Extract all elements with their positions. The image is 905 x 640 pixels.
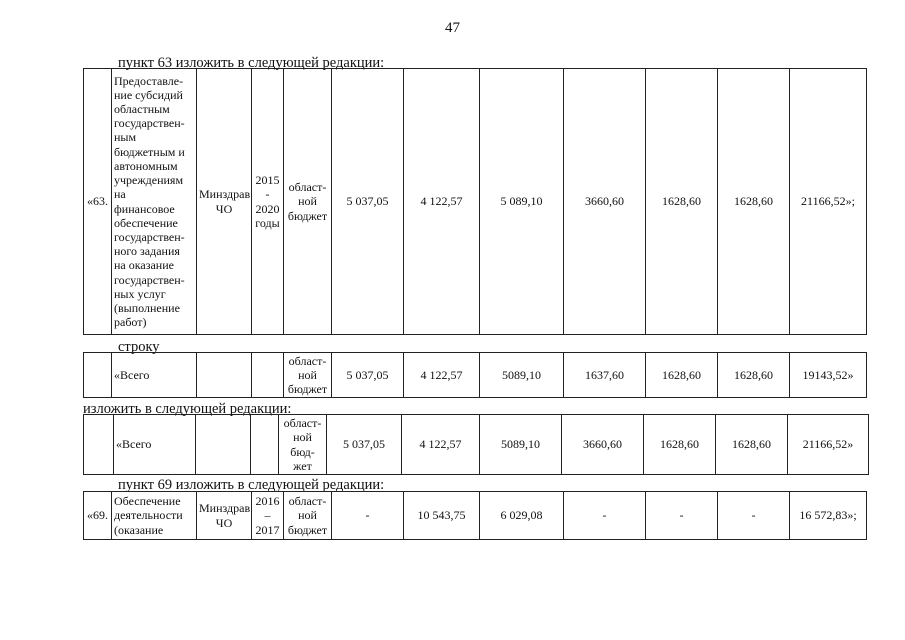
funding-source-cell: област- ной бюд- жет: [279, 415, 327, 475]
value-cell: 1628,60: [718, 69, 790, 335]
total-label: «Всего: [112, 353, 197, 398]
value-cell: 5 037,05: [332, 353, 404, 398]
funding-source-cell: област- ной бюджет: [284, 492, 332, 540]
total-value-cell: 16 572,83»;: [790, 492, 867, 540]
years-cell: 2015 - 2020 годы: [252, 69, 284, 335]
item-description: Предоставле- ние субсидий областным государствен- ным бюджетным и автономным учреждениям на финансовое обеспечение государствен- ного задания на оказание государствен- ных услуг (выполнение работ): [112, 69, 197, 335]
item-number: «69.: [84, 492, 112, 540]
heading-item-63: пункт 63 изложить в следующей редакции:: [118, 55, 385, 71]
executor-cell: Минздрав ЧО: [197, 69, 252, 335]
value-cell: 10 543,75: [404, 492, 480, 540]
heading-item-69: пункт 69 изложить в следующей редакции:: [118, 477, 385, 493]
value-cell: 1628,60: [646, 69, 718, 335]
value-cell: 3660,60: [562, 415, 644, 475]
table-item-63: [83, 68, 867, 335]
value-cell: 1637,60: [564, 353, 646, 398]
years-cell: 2016 – 2017: [252, 492, 284, 540]
value-cell: 4 122,57: [404, 353, 480, 398]
value-cell: -: [564, 492, 646, 540]
value-cell: -: [718, 492, 790, 540]
value-cell: 1628,60: [718, 353, 790, 398]
heading-line: строку: [118, 339, 160, 355]
value-cell: -: [332, 492, 404, 540]
table-total-new: [83, 414, 869, 475]
funding-source-cell: област- ной бюджет: [284, 69, 332, 335]
value-cell: 5 089,10: [480, 69, 564, 335]
executor-cell: Минздрав ЧО: [197, 492, 252, 540]
value-cell: 1628,60: [644, 415, 716, 475]
item-number: «63.: [84, 69, 112, 335]
value-cell: 5089,10: [480, 415, 562, 475]
value-cell: 5089,10: [480, 353, 564, 398]
value-cell: 3660,60: [564, 69, 646, 335]
value-cell: 4 122,57: [402, 415, 480, 475]
table-row: [84, 69, 867, 335]
value-cell: 4 122,57: [404, 69, 480, 335]
value-cell: 1628,60: [716, 415, 788, 475]
total-label: «Всего: [114, 415, 196, 475]
table-row: [84, 492, 867, 540]
item-description: Обеспечение деятельности (оказание: [112, 492, 197, 540]
page-number: 47: [445, 20, 460, 36]
value-cell: 5 037,05: [327, 415, 402, 475]
heading-new-wording: изложить в следующей редакции:: [83, 401, 292, 417]
table-total-old: [83, 352, 867, 398]
value-cell: 1628,60: [646, 353, 718, 398]
total-value-cell: 21166,52»;: [790, 69, 867, 335]
table-row: [84, 415, 869, 475]
value-cell: 5 037,05: [332, 69, 404, 335]
funding-source-cell: област- ной бюджет: [284, 353, 332, 398]
table-item-69: [83, 491, 867, 540]
table-row: [84, 353, 867, 398]
total-value-cell: 19143,52»: [790, 353, 867, 398]
total-value-cell: 21166,52»: [788, 415, 869, 475]
value-cell: 6 029,08: [480, 492, 564, 540]
value-cell: -: [646, 492, 718, 540]
